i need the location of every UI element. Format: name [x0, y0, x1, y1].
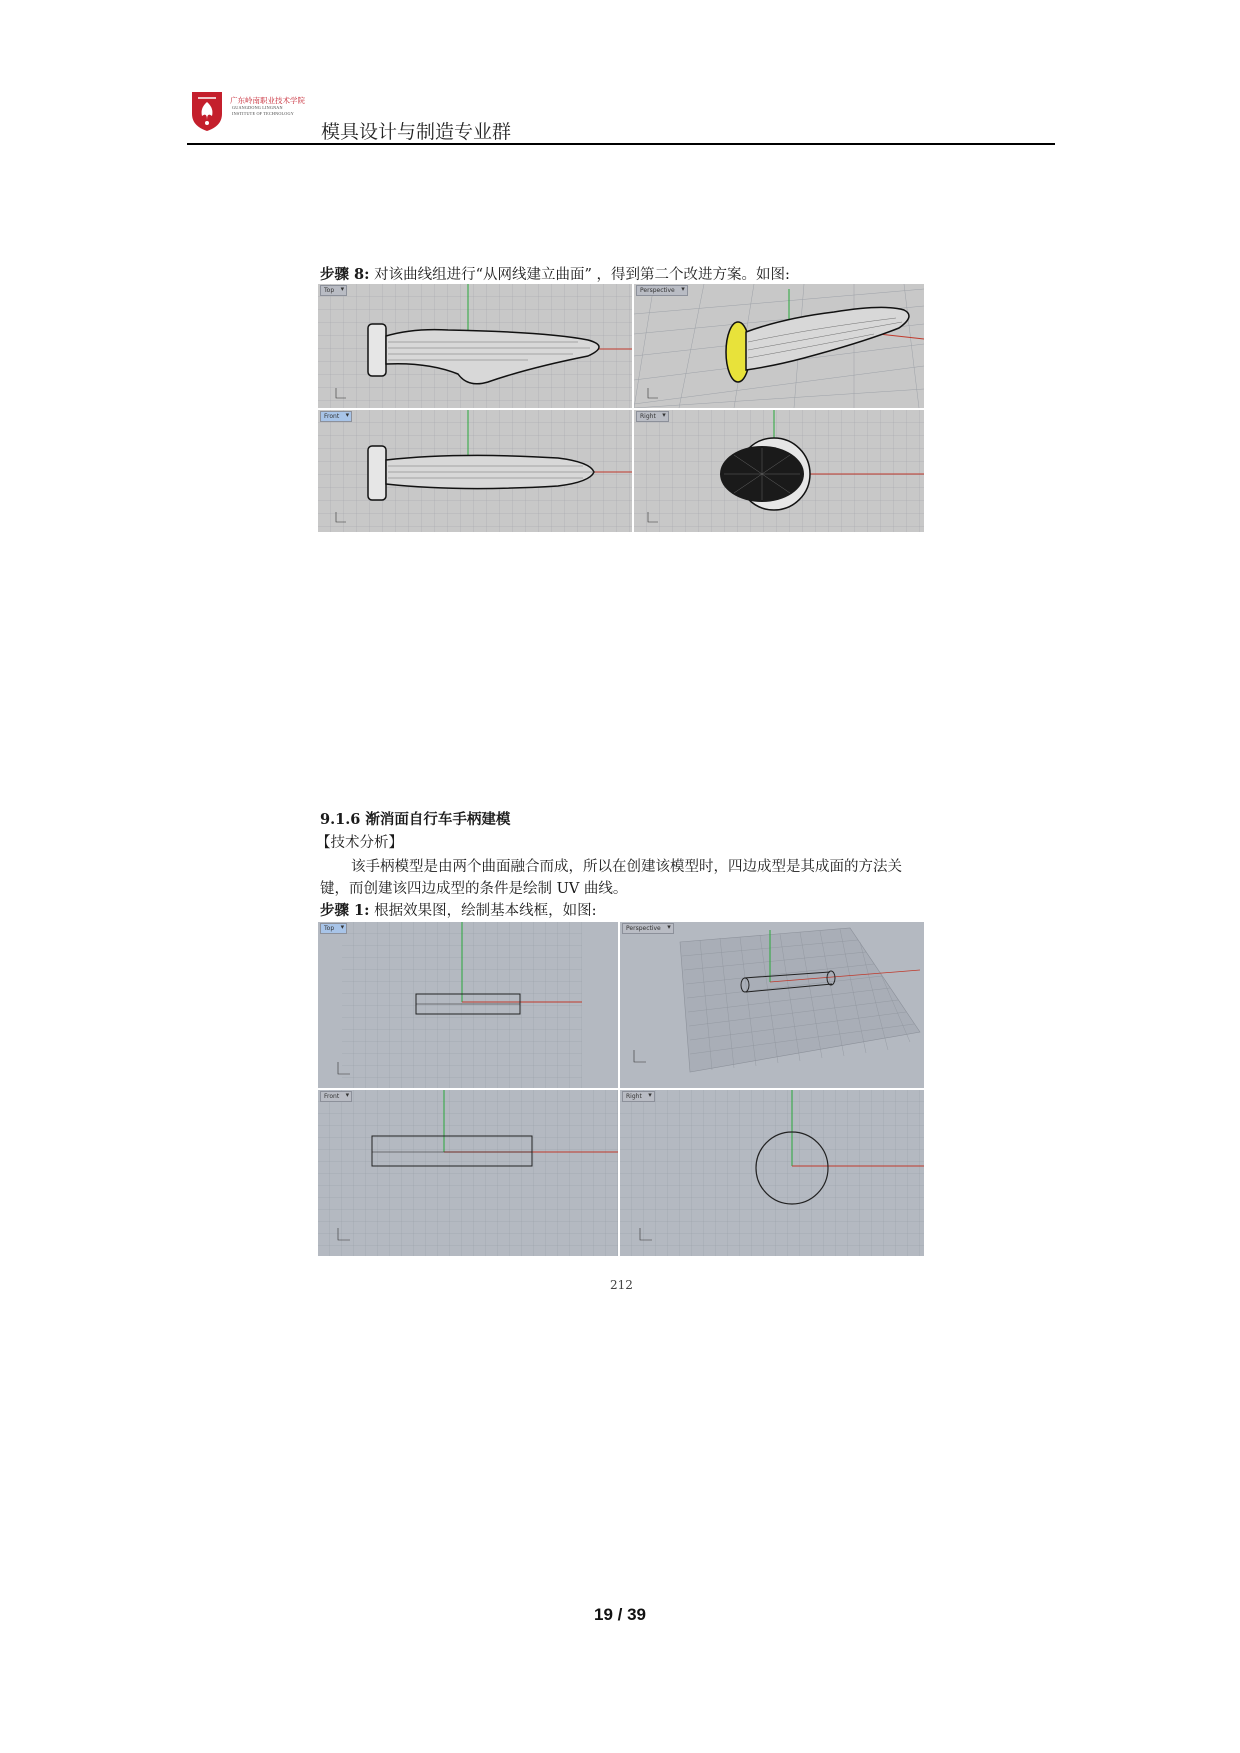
step8-label: 步骤 8: — [320, 266, 370, 283]
school-name-en-line2: INSTITUTE OF TECHNOLOGY — [232, 111, 294, 116]
header-divider — [187, 143, 1055, 145]
viewport-front — [318, 410, 632, 532]
viewport-tag-right-2[interactable]: Right ▾ — [622, 1091, 655, 1102]
viewport-tag-front-2[interactable]: Front ▾ — [320, 1091, 352, 1102]
step1-caption — [320, 899, 597, 920]
viewport-tag-top-2[interactable]: Top ▾ — [320, 923, 347, 934]
book-page-number: 212 — [610, 1278, 633, 1292]
viewport-right-2 — [620, 1090, 924, 1256]
viewport-tag-perspective[interactable]: Perspective ▾ — [636, 285, 688, 296]
viewport-tag-front[interactable]: Front ▾ — [320, 411, 352, 422]
viewport-right — [634, 410, 924, 532]
viewport-tag-right[interactable]: Right ▾ — [636, 411, 669, 422]
viewport-top — [318, 284, 632, 408]
step8-text: 对该曲线组进行“从网线建立曲面” ，得到第二个改进方案。如图: — [374, 267, 790, 283]
pagination: 19 / 39 — [594, 1605, 646, 1624]
analysis-label: 【技术分析】 — [316, 835, 403, 851]
viewport-perspective-2 — [620, 922, 924, 1088]
figure-handle-surface — [318, 284, 924, 532]
figure-base-wireframe — [318, 922, 924, 1256]
step1-label: 步骤 1: — [320, 902, 370, 919]
school-name-cn: 广东岭南职业技术学院 — [230, 96, 305, 105]
viewport-perspective — [634, 284, 924, 408]
school-logo — [190, 90, 224, 132]
viewport-top-2 — [318, 922, 618, 1088]
school-name-en-line1: GUANGDONG LINGNAN — [232, 105, 283, 110]
analysis-paragraph-line2: 键，而创建该四边成型的条件是绘制 UV 曲线。 — [320, 881, 628, 897]
section-heading: 9.1.6 渐消面自行车手柄建模 — [320, 811, 511, 828]
viewport-tag-perspective-2[interactable]: Perspective ▾ — [622, 923, 674, 934]
analysis-paragraph-line1: 该手柄模型是由两个曲面融合而成，所以在创建该模型时，四边成型是其成面的方法关 — [351, 859, 902, 875]
viewport-tag-top[interactable]: Top ▾ — [320, 285, 347, 296]
viewport-front-2 — [318, 1090, 618, 1256]
group-title: 模具设计与制造专业群 — [321, 121, 512, 143]
step8-caption — [320, 263, 790, 284]
step1-text: 根据效果图，绘制基本线框，如图: — [374, 903, 597, 919]
